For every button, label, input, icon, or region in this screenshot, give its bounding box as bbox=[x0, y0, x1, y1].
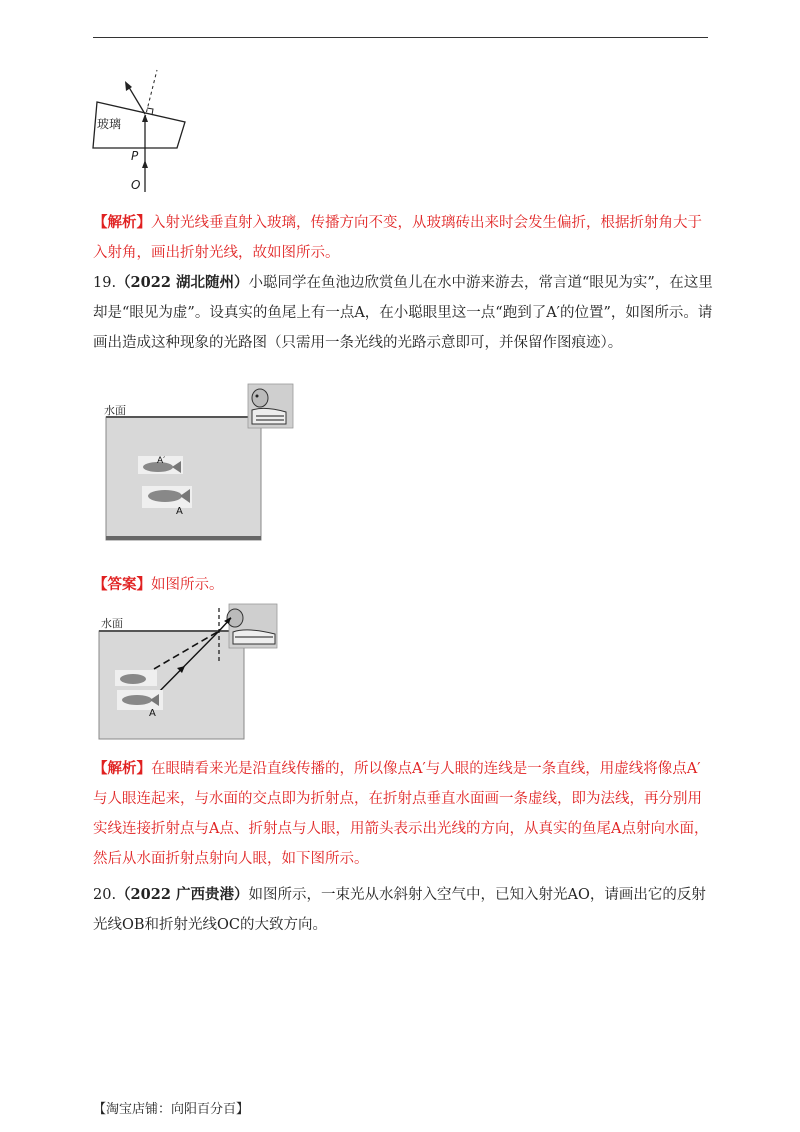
glass-label: 玻璃 bbox=[97, 117, 122, 131]
question-text: 如图所示，一束光从水斜射入空气中，已知入射光AO，请画出它的反射光线OB和折射光线OC的大致方向。 bbox=[93, 887, 706, 933]
point-a-label-answer: A bbox=[149, 708, 156, 719]
analysis-text: 入射光线垂直射入玻璃，传播方向不变，从玻璃砖出来时会发生偏折，根据折射角大于入射角，画出折射光线，故如图所示。 bbox=[93, 215, 702, 261]
analysis-19 bbox=[93, 754, 713, 874]
point-a-prime-label: A′ bbox=[157, 456, 166, 466]
analysis-tag: 【解析】 bbox=[93, 760, 151, 777]
point-p-label: P bbox=[131, 149, 139, 163]
point-a-label: A bbox=[176, 506, 183, 517]
question-source: （2022 广西贵港） bbox=[116, 886, 249, 903]
water-surface-label-answer: 水面 bbox=[101, 617, 123, 630]
header-rule bbox=[93, 37, 708, 38]
water-surface-label: 水面 bbox=[104, 404, 126, 417]
analysis-18 bbox=[93, 208, 713, 268]
question-source: （2022 湖北随州） bbox=[116, 274, 249, 291]
analysis-tag: 【解析】 bbox=[93, 214, 151, 231]
question-19 bbox=[93, 268, 713, 358]
answer-light-path-figure bbox=[95, 602, 295, 742]
answer-text: 如图所示。 bbox=[151, 577, 224, 593]
answer-tag: 【答案】 bbox=[93, 576, 151, 593]
question-number: 19. bbox=[93, 275, 117, 291]
answer-19 bbox=[93, 570, 713, 600]
question-20 bbox=[93, 880, 713, 940]
fish-pond-figure bbox=[100, 380, 300, 548]
page-footer: 【淘宝店铺：向阳百分百】 bbox=[93, 1102, 250, 1117]
analysis-text: 在眼睛看来光是沿直线传播的，所以像点A′与人眼的连线是一条直线，用虚线将像点A′与人眼连起来，与水面的交点即为折射点，在折射点垂直水面画一条虚线，即为法线，再分别用实线连接折射点与A点、折射点与人眼，用箭头表示出光线的方向，从真实的鱼尾A点射向水面，然后从水面折射点射向人眼，如下图所示。 bbox=[93, 761, 709, 867]
question-text: 小聪同学在鱼池边欣赏鱼儿在水中游来游去，常言道“眼见为实”，在这里却是“眼见为虚”。设真实的鱼尾上有一点A，在小聪眼里这一点“跑到了A′的位置”，如图所示。请画出造成这种现象的光路图（只需用一条光线的光路示意即可，并保留作图痕迹）。 bbox=[93, 275, 713, 351]
point-o-label: O bbox=[131, 178, 141, 192]
glass-refraction-figure bbox=[85, 68, 195, 194]
question-number: 20. bbox=[93, 887, 117, 903]
